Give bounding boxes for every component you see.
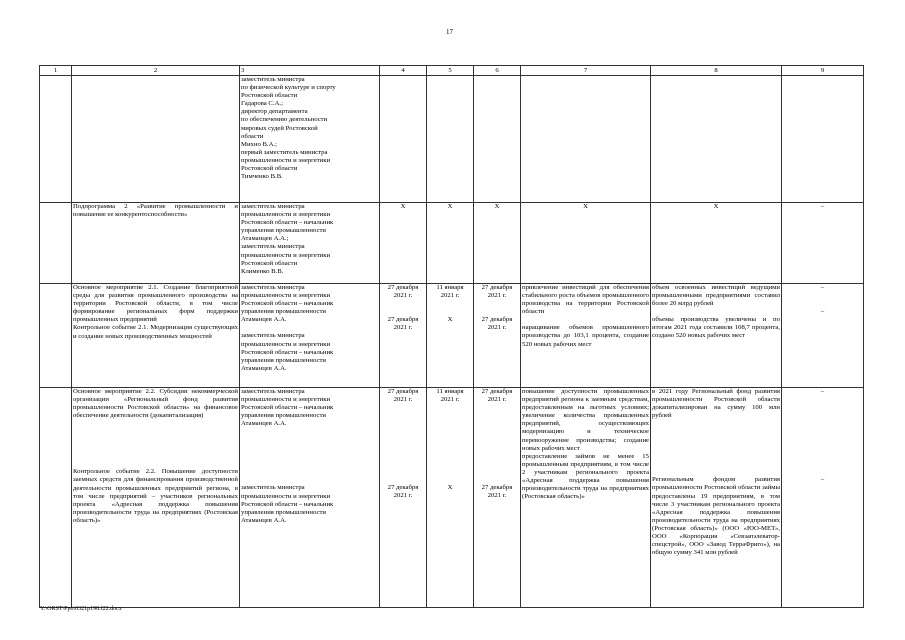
spacer xyxy=(475,452,519,468)
plan-date: 27 декабря 2021 г. xyxy=(387,484,419,500)
start-date: X xyxy=(447,316,453,324)
spacer xyxy=(428,452,472,468)
cell-empty xyxy=(40,388,72,608)
spacer xyxy=(783,460,862,476)
spacer xyxy=(73,436,238,452)
plan-date: 27 декабря 2021 г. xyxy=(387,284,419,300)
spacer xyxy=(475,300,519,316)
subprogram-name: Подпрограмма 2 «Развитие промышленности и повышение ее конкурентоспособности» xyxy=(72,203,240,284)
cell-empty xyxy=(40,203,72,284)
cell-empty xyxy=(474,76,521,203)
planned-result: наращивание объемов промышленного производства до 103,1 процента, создание 520 новых рабочих мест xyxy=(522,324,649,348)
spacer xyxy=(428,404,472,420)
responsible-executor: заместитель министра промышленности и энергетики Ростовской области – начальник управления промышленности Атаманцев А.А. xyxy=(241,484,334,524)
start-date: 11 января 2021 г. xyxy=(436,388,464,404)
measure-cell xyxy=(72,388,240,608)
end-date: 27 декабря 2021 г. xyxy=(481,316,513,332)
cell-empty xyxy=(380,76,427,203)
planned-result: повышение доступности промышленных предприятий региона к заемным средствам, предоставленным на льготных условиях; увеличение количества промышленных предприятий, осуществляющих модернизацию и техническое перевооружение производства; создание новых рабочих мест xyxy=(522,388,649,452)
plan-date: 27 декабря 2021 г. xyxy=(387,388,419,404)
spacer xyxy=(475,420,519,436)
spacer xyxy=(381,452,425,468)
plan-date: X xyxy=(380,203,427,284)
spacer xyxy=(381,468,425,484)
responsible-executor: заместитель министра промышленности и энергетики Ростовской области – начальник управления промышленности Атаманцев А.А. xyxy=(241,388,334,428)
header-cell-1: 1 xyxy=(40,66,72,76)
end-date: 27 декабря 2021 г. xyxy=(481,484,513,500)
spacer xyxy=(241,428,378,444)
plan-date: 27 декабря 2021 г. xyxy=(387,316,419,332)
end-date-cell xyxy=(474,388,521,608)
spacer xyxy=(381,404,425,420)
executor-cell xyxy=(240,284,380,388)
spacer xyxy=(652,420,780,436)
header-cell-5: 5 xyxy=(427,66,474,76)
spacer xyxy=(522,316,649,324)
page-number: 17 xyxy=(446,28,453,36)
table-row xyxy=(40,388,864,608)
end-date: X xyxy=(474,203,521,284)
actual-result: объемы производства увеличены и по итогам 2021 года составили 108,7 процента, создано 520 новых рабочих мест xyxy=(652,316,780,340)
planned-result-cell xyxy=(521,284,651,388)
actual-result-cell xyxy=(651,388,782,608)
planned-result: X xyxy=(521,203,651,284)
spacer xyxy=(652,452,780,468)
status-dash: – xyxy=(820,388,825,395)
spacer xyxy=(475,468,519,484)
start-date-cell xyxy=(427,388,474,608)
header-cell-6: 6 xyxy=(474,66,521,76)
spacer xyxy=(241,460,378,476)
spacer xyxy=(652,468,780,476)
measure-text: Основное мероприятие 2.1. Создание благоприятной среды для развития промышленного производства на территории Ростовской области, в том числе формирование региональных форм поддержки промышленных предприятий xyxy=(73,284,238,324)
spacer xyxy=(783,428,862,444)
spacer xyxy=(381,436,425,452)
spacer xyxy=(475,436,519,452)
executor-cell xyxy=(240,388,380,608)
spacer xyxy=(783,292,862,308)
start-date: X xyxy=(427,203,474,284)
control-event-text: Контрольное событие 2.2. Повышение доступности заемных средств для финансирования производственной деятельности промышленных предприятий региона, в том числе предприятий – участников региональных проекта «Адресная поддержка повышения производительности труда на предприятиях (Ростовская область)» xyxy=(73,468,238,524)
spacer xyxy=(241,324,378,332)
actual-result: в 2021 году Региональный фонд развития промышленности Ростовской области докапитализирован на сумму 100 млн рублей xyxy=(652,388,780,420)
cell-empty xyxy=(72,76,240,203)
cell-empty xyxy=(521,76,651,203)
header-cell-3: 3 xyxy=(240,66,380,76)
plan-date-cell xyxy=(380,388,427,608)
start-date: 11 января 2021 г. xyxy=(436,284,464,300)
measure-text: Основное мероприятие 2.2. Субсидии некоммерческой организации «Региональный фонд развития промышленности Ростовской области» на финансовое обеспечение деятельности (докапитализация) xyxy=(73,388,238,420)
spacer xyxy=(652,308,780,316)
actual-result: объем освоенных инвестиций ведущими промышленными предприятиями составил более 20 млрд рублей xyxy=(652,284,780,308)
responsible-executor: заместитель министра промышленности и энергетики Ростовской области – начальник управления промышленности Атаманцев А.А.; заместитель министра промышленности и энергетики Ростовской области Клименко В.В. xyxy=(240,203,380,284)
responsible-executor: заместитель министра промышленности и энергетики Ростовской области – начальник управления промышленности Атаманцев А.А. xyxy=(241,284,334,324)
actual-result-cell xyxy=(651,284,782,388)
spacer xyxy=(475,404,519,420)
header-cell-7: 7 xyxy=(521,66,651,76)
actual-result: X xyxy=(651,203,782,284)
spacer xyxy=(428,420,472,436)
spacer xyxy=(652,436,780,452)
end-date-cell xyxy=(474,284,521,388)
file-path-footer: Y:\ORST\Ppo\0321p198.f22.docx xyxy=(40,606,122,612)
planned-result-cell xyxy=(521,388,651,608)
start-date: X xyxy=(447,484,453,492)
header-cell-2: 2 xyxy=(72,66,240,76)
cell-empty xyxy=(651,76,782,203)
spacer xyxy=(381,300,425,316)
spacer xyxy=(428,436,472,452)
table-row xyxy=(40,76,864,203)
spacer xyxy=(73,452,238,468)
status-dash: – xyxy=(820,284,825,291)
actual-result: Региональным фондом развития промышленности Ростовской области займы предоставлены 19 предприятиям, в том числе 3 участникам регионального проекта «Адресная поддержка повышения производительности труда на предприятиях (Ростовская область)» (ООО «ЮО-МЕТ», ООО «Корпорация «Севзапэлеватор-спецстрой», ООО «Завод ТерраФриго»), на общую сумму 341 млн рублей xyxy=(652,476,780,557)
end-date: 27 декабря 2021 г. xyxy=(481,284,513,300)
report-table xyxy=(39,65,864,608)
spacer xyxy=(428,468,472,484)
responsible-executor: заместитель министра по физической культуре и спорту Ростовской области Гадарова С.А.; директор департамента по обеспечению деятельности мировых судей Ростовской области Михно В.А.; первый заместитель министра промышленности и энергетики Ростовской области Тимченко В.В. xyxy=(240,76,380,203)
header-row xyxy=(40,66,864,76)
spacer xyxy=(73,420,238,436)
status-cell xyxy=(782,284,864,388)
spacer xyxy=(783,444,862,460)
cell-empty xyxy=(782,76,864,203)
plan-date-cell xyxy=(380,284,427,388)
start-date-cell xyxy=(427,284,474,388)
spacer xyxy=(241,444,378,460)
header-cell-9: 9 xyxy=(782,66,864,76)
responsible-executor: заместитель министра промышленности и энергетики Ростовской области – начальник управления промышленности Атаманцев А.А. xyxy=(241,332,334,372)
status-dash: – xyxy=(820,476,825,484)
planned-result: предоставление займов не менее 15 промышленным предприятиям, в том числе 2 участникам регионального проекта «Адресная поддержка повышения производительности труда на предприятиях (Ростовская область)» xyxy=(522,452,649,501)
spacer xyxy=(783,396,862,412)
control-event-text: Контрольное событие 2.1. Модернизация существующих и создание новых производственных мощностей xyxy=(73,324,238,340)
spacer xyxy=(381,420,425,436)
status-dash: – xyxy=(820,308,825,316)
planned-result: привлечение инвестиций для обеспечения стабильного роста объемов промышленного производства на территории Ростовской области xyxy=(522,284,649,316)
header-cell-8: 8 xyxy=(651,66,782,76)
table-row xyxy=(40,284,864,388)
header-cell-4: 4 xyxy=(380,66,427,76)
spacer xyxy=(241,476,378,484)
cell-empty xyxy=(40,76,72,203)
status-cell xyxy=(782,388,864,608)
measure-cell xyxy=(72,284,240,388)
spacer xyxy=(428,300,472,316)
spacer xyxy=(783,412,862,428)
end-date: 27 декабря 2021 г. xyxy=(481,388,513,404)
cell-empty xyxy=(427,76,474,203)
cell-empty xyxy=(40,284,72,388)
status-dash: – xyxy=(782,203,864,284)
table-row xyxy=(40,203,864,284)
